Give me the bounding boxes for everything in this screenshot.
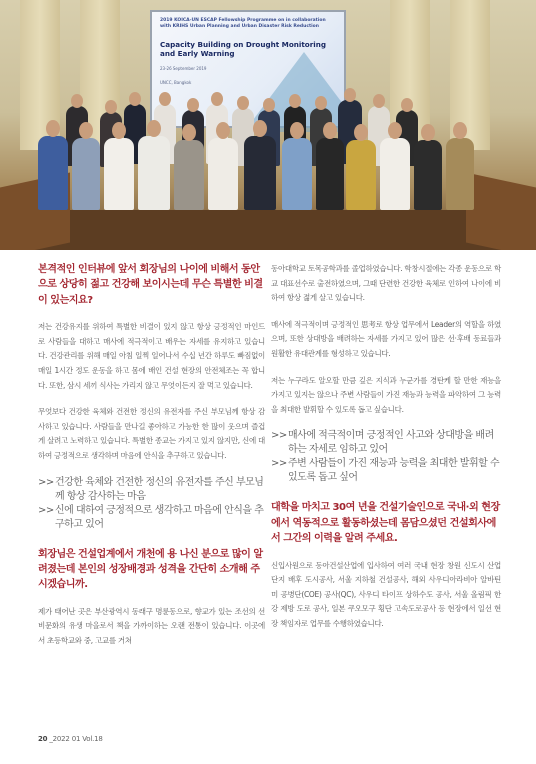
person-head bbox=[253, 120, 267, 137]
page-number: 20 bbox=[38, 735, 48, 743]
person-head bbox=[263, 98, 275, 112]
person-head bbox=[112, 122, 126, 139]
person bbox=[208, 138, 238, 210]
pull-quote bbox=[271, 429, 501, 485]
person-head bbox=[373, 94, 385, 108]
double-chevron-icon: >> bbox=[38, 504, 54, 516]
double-chevron-icon: >> bbox=[271, 430, 287, 442]
person bbox=[72, 138, 100, 210]
person-head bbox=[323, 122, 337, 139]
page-footer bbox=[38, 735, 103, 743]
person bbox=[316, 138, 344, 210]
question-heading: 본격적인 인터뷰에 앞서 회장님의 나이에 비해서 동안으로 상당히 젊고 건강해 보이시는데 무슨 특별한 비결이 있는지요? bbox=[38, 264, 263, 306]
person-head bbox=[388, 122, 402, 139]
desk-right bbox=[466, 173, 536, 250]
screen-title: Capacity Building on Drought Monitoring and Early Warning bbox=[160, 40, 327, 58]
person-head bbox=[290, 122, 304, 139]
pull-quote-text: 주변 사람들이 가진 재능과 능력을 최대한 발휘할 수 있도록 돕고 싶어 bbox=[288, 458, 500, 484]
double-chevron-icon: >> bbox=[38, 476, 54, 488]
person-head bbox=[344, 88, 356, 102]
question-heading: 회장님은 건설업계에서 개천에 용 나신 분으로 많이 알려졌는데 본인의 성장배경과 성격을 간단히 소개해 주시겠습니까. bbox=[38, 548, 263, 591]
left-column bbox=[38, 262, 265, 661]
pull-quote-item bbox=[38, 504, 265, 532]
screen-line: with KRIHS Urban Planning and Urban Disaster Risk Reduction bbox=[160, 24, 319, 29]
body-paragraph: 무엇보다 건강한 육체와 건전한 정신의 유전자를 주신 부모님께 항상 감사하고 있습니다. 사람들을 만나길 좋아하고 가능한 한 많이 웃으며 즐겁게 살려고 노력하고 있습니다. 특별한 종교는 가지고 있지 않지만, 신에 대하여 긍정적으로 생각하며 마음에 안식을 추구하고 있습니다. bbox=[38, 407, 265, 460]
person-head bbox=[182, 124, 196, 141]
screen-subtitle: UNCC, Bangkok bbox=[160, 79, 192, 85]
person-head bbox=[216, 122, 230, 139]
right-column bbox=[271, 262, 501, 644]
person bbox=[174, 140, 204, 210]
person-head bbox=[79, 122, 93, 139]
body-paragraph: 저는 건강유지를 위하여 특별한 비결이 있지 않고 항상 긍정적인 마인드로 사람들을 대하고 매사에 적극적이고 배우는 자세를 유지하고 있습니다. 건강관리를 위해 매일 아침 일찍 일어나서 수십 년간 하루도 빠짐없이 매일 1시간 정도 운동을 하고 몸에 배인 건설 현장의 안전체조는 꼭 합니다. 또한, 삼시 세끼 식사는 가리지 않고 무엇이든지 잘 먹고 있습니다. bbox=[38, 322, 265, 390]
person bbox=[282, 138, 312, 210]
person-head bbox=[129, 92, 141, 106]
pull-quote bbox=[38, 476, 265, 532]
person-head bbox=[187, 98, 199, 112]
question-heading: 대학을 마치고 30여 년을 건설기술인으로 국내·외 현장에서 역동적으로 활동하셨는데 몸담으셨던 건설회사에서 그간의 이력을 알려 주세요. bbox=[271, 502, 500, 545]
person-head bbox=[453, 122, 467, 139]
person-head bbox=[315, 96, 327, 110]
pull-quote-item bbox=[271, 429, 501, 457]
person bbox=[346, 140, 376, 210]
person-head bbox=[105, 100, 117, 114]
body-paragraph: 제가 태어난 곳은 부산광역시 동래구 명륜동으로, 향교가 있는 조선의 선비문화의 유생 마을로서 책을 가까이하는 오랜 전통이 있습니다. 이곳에서 초등학교와 중, 고교를 거쳐 bbox=[38, 606, 265, 645]
person-head bbox=[237, 96, 249, 110]
body-paragraph: 동아대학교 토목공학과를 졸업하였습니다. 학창시절에는 각종 운동으로 학교 대표선수로 출전하였으며, 그때 단련한 건강한 육체로 인하여 나이에 비하여 항상 젊게 살고 있습니다. bbox=[271, 264, 501, 303]
person-head bbox=[71, 94, 83, 108]
issue-label: _2022 01 Vol.18 bbox=[49, 735, 103, 743]
pull-quote-text: 매사에 적극적이며 긍정적인 사고와 상대방을 배려하는 자세로 임하고 있어 bbox=[288, 430, 494, 456]
person bbox=[244, 136, 276, 210]
person bbox=[38, 136, 68, 210]
pull-quote-item bbox=[271, 457, 501, 485]
pull-quote-text: 건강한 육체와 건전한 정신의 유전자를 주신 부모님께 항상 감사하는 마음 bbox=[55, 476, 264, 502]
person-head bbox=[354, 124, 368, 141]
event-photo bbox=[0, 0, 536, 250]
double-chevron-icon: >> bbox=[271, 458, 287, 470]
person bbox=[380, 138, 410, 210]
person-head bbox=[159, 92, 171, 106]
body-paragraph: 저는 누구라도 알오할 만큼 깊은 지식과 누군가를 경탄케 할 만한 재능을 가지고 있지는 않으나 주변 사람들이 가진 재능과 능력을 파악하여 그 능력을 최대한 발휘할 수 있도록 돕고 싶습니다. bbox=[271, 375, 501, 414]
floor bbox=[0, 210, 536, 250]
pull-quote-text: 신에 대하여 긍정적으로 생각하고 마음에 안식을 추구하고 있어 bbox=[55, 504, 264, 530]
person bbox=[138, 136, 170, 210]
pull-quote-item bbox=[38, 476, 265, 504]
person bbox=[104, 138, 134, 210]
person bbox=[446, 138, 474, 210]
person-head bbox=[147, 120, 161, 137]
person-head bbox=[401, 98, 413, 112]
person-head bbox=[46, 120, 60, 137]
person-head bbox=[211, 92, 223, 106]
person bbox=[414, 140, 442, 210]
person-head bbox=[289, 94, 301, 108]
person-head bbox=[421, 124, 435, 141]
screen-subtitle: 23-26 September 2019 bbox=[160, 66, 207, 71]
body-paragraph: 매사에 적극적이며 긍정적인 思考로 항상 업무에서 Leader의 역할을 하였으며, 또한 상대방을 배려하는 자세를 가지고 있어 많은 선·후배 동료들과 원활한 유대관계를 형성하고 있습니다. bbox=[271, 319, 501, 358]
screen-line: 2019 KOICA-UN ESCAP Fellowship Programme on in collaboration bbox=[160, 18, 326, 23]
body-paragraph: 신입사원으로 동아건설산업에 입사하여 여러 국내 현장 창원 신도시 산업단지 배후 도시공사, 서울 지하철 건설공사, 해외 사우디아라비아 알바틴 미 공병단(COE) 공사(QC), 사우디 타이프 상하수도 공사, 서울 올림픽 한강 제방 도로 공사, 일본 쿠오모구 횡단 고속도로공사 등 현장에서 일선 현장 책임자로 업무를 수행하였습니다. bbox=[271, 560, 501, 628]
